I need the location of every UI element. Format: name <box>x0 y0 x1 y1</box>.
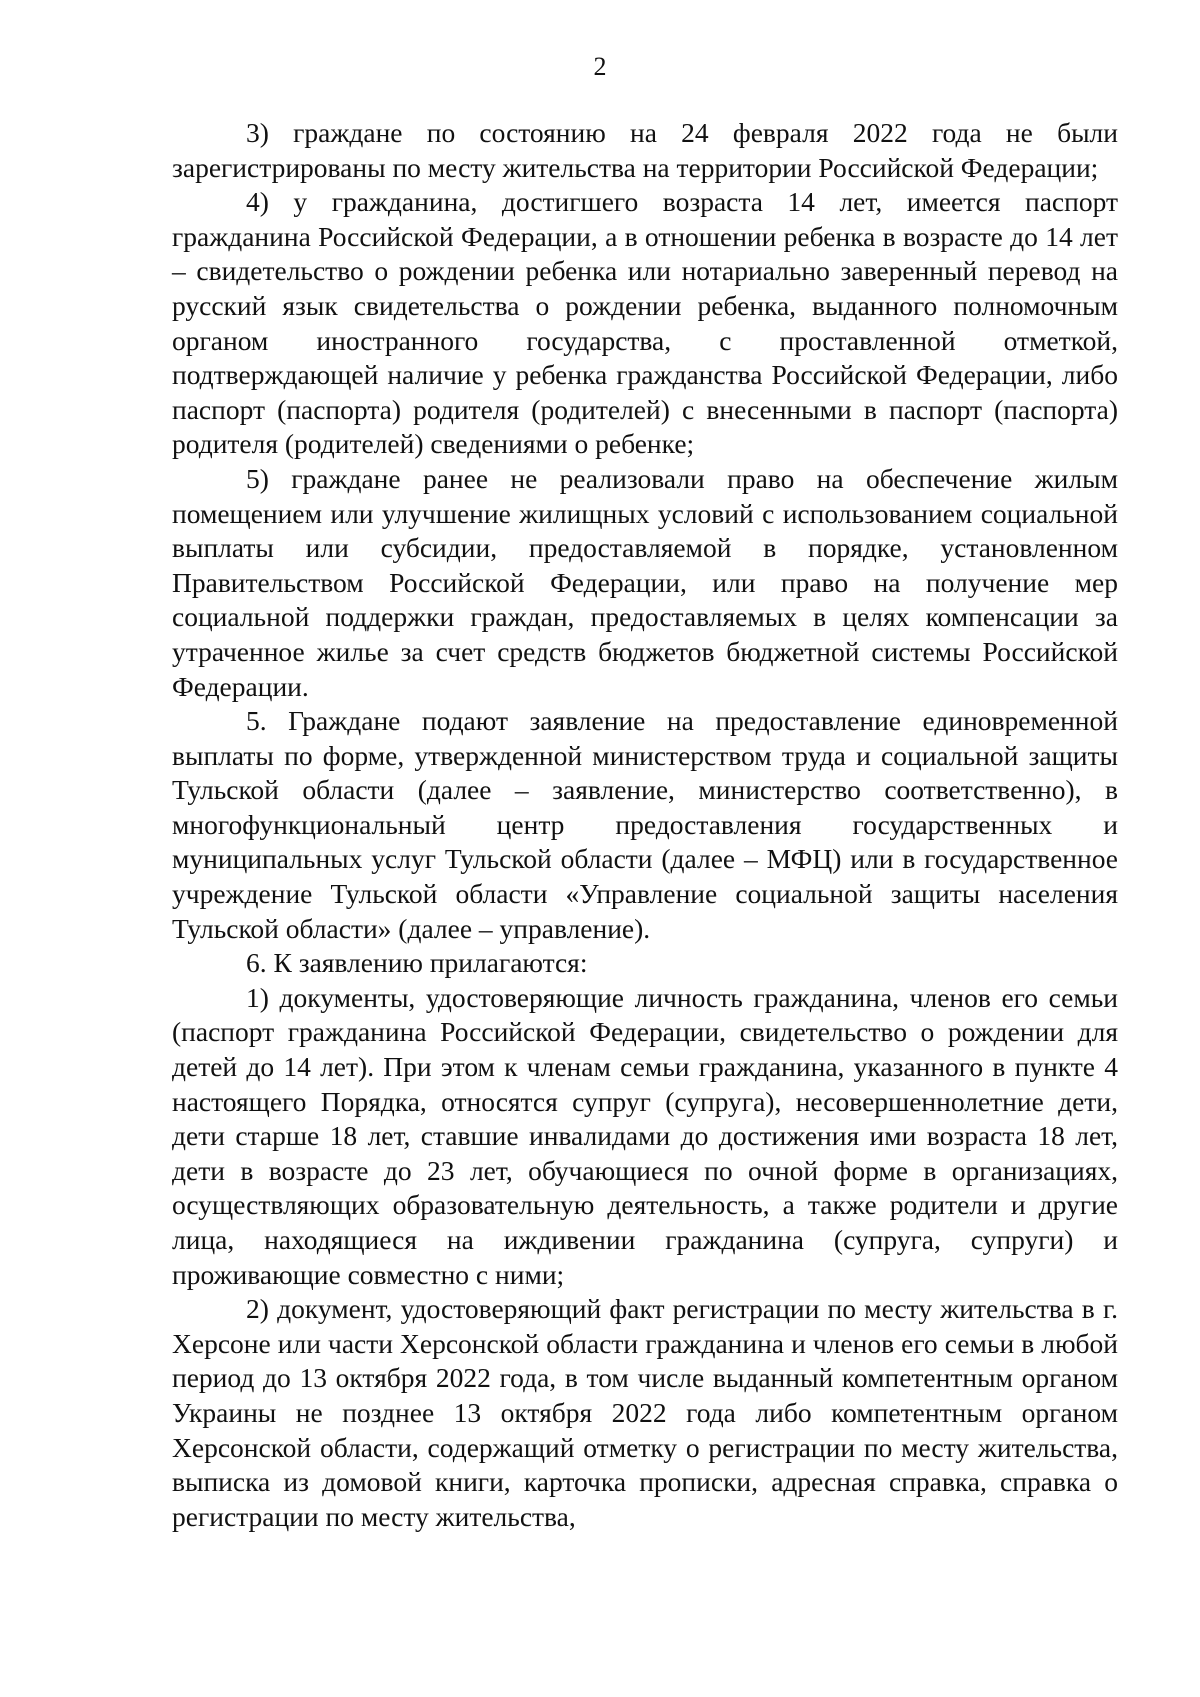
document-body <box>172 116 1118 1534</box>
paragraph-item-6-1: 1) документы, удостоверяющие личность гражданина, членов его семьи (паспорт гражданина Российской Федерации, свидетельство о рождении для детей до 14 лет). При этом к членам семьи гражданина, указанного в пункте 4 настоящего Порядка, относятся супруг (супруга), несовершеннолетние дети, дети старше 18 лет, ставшие инвалидами до достижения ими возраста 18 лет, дети в возрасте до 23 лет, обучающиеся по очной форме в организациях, осуществляющих образовательную деятельность, а также родители и другие лица, находящиеся на иждивении гражданина (супруга, супруги) и проживающие совместно с ними; <box>172 981 1118 1290</box>
paragraph-section-6: 6. К заявлению прилагаются: <box>246 947 588 979</box>
paragraph-item-6-2: 2) документ, удостоверяющий факт регистрации по месту жительства в г. Херсоне или части Херсонской области гражданина и членов его семьи в любой период до 13 октября 2022 года, в том числе выданный компетентным органом Украины не позднее 13 октября 2022 года либо компетентным органом Херсонской области, содержащий отметку о регистрации по месту жительства, выписка из домовой книги, карточка прописки, адресная справка, справка о регистрации по месту жительства, <box>172 1293 1118 1532</box>
paragraph-item-4: 4) у гражданина, достигшего возраста 14 лет, имеется паспорт гражданина Российской Федерации, а в отношении ребенка в возрасте до 14 лет – свидетельство о рождении ребенка или нотариально заверенный перевод на русский язык свидетельства о рождении ребенка, выданного полномочным органом иностранного государства, с проставленной отметкой, подтверждающей наличие у ребенка гражданства Российской Федерации, либо паспорт (паспорта) родителя (родителей) с внесенными в паспорт (паспорта) родителя (родителей) сведениями о ребенке; <box>172 186 1118 460</box>
page-number: 2 <box>593 52 607 81</box>
paragraph-section-5: 5. Граждане подают заявление на предоставление единовременной выплаты по форме, утвержденной министерством труда и социальной защиты Тульской области (далее – заявление, министерство соответственно), в многофункциональный центр предоставления государственных и муниципальных услуг Тульской области (далее – МФЦ) или в государственное учреждение Тульской области «Управление социальной защиты населения Тульской области» (далее – управление). <box>172 705 1118 944</box>
paragraph-item-3: 3) граждане по состоянию на 24 февраля 2022 года не были зарегистрированы по месту жительства на территории Российской Федерации; <box>172 117 1118 183</box>
paragraph-item-5: 5) граждане ранее не реализовали право на обеспечение жилым помещением или улучшение жилищных условий с использованием социальной выплаты или субсидии, предоставляемой в порядке, установленном Правительством Российской Федерации, или право на получение мер социальной поддержки граждан, предоставляемых в целях компенсации за утраченное жилье за счет средств бюджетов бюджетной системы Российской Федерации. <box>172 462 1118 702</box>
